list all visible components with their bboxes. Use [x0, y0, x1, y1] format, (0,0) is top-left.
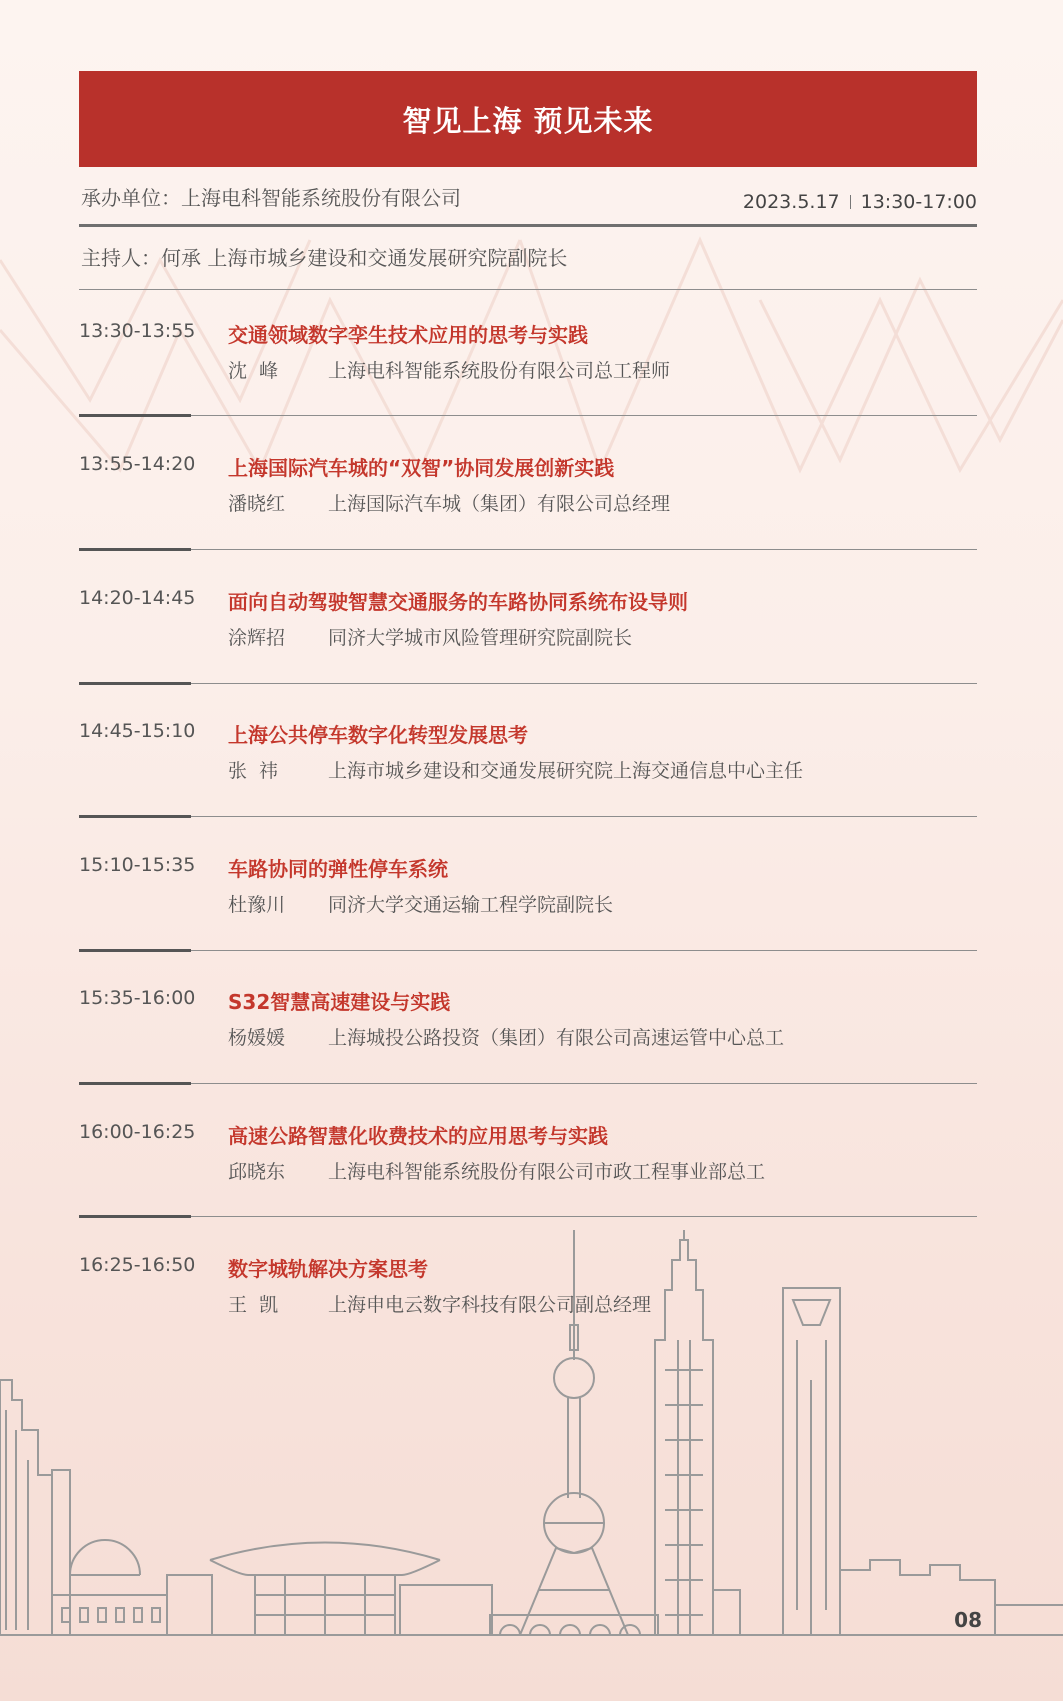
agenda-item [79, 1254, 977, 1324]
session-time: 15:10-15:35 [79, 854, 196, 876]
page-title: 智见上海 预见未来 [402, 103, 654, 138]
session-time: 15:35-16:00 [79, 987, 196, 1009]
session-time: 14:45-15:10 [79, 720, 196, 742]
agenda-divider-accent [79, 1082, 191, 1085]
speaker-name: 王 凯 [228, 1294, 279, 1316]
title-banner [79, 71, 977, 167]
speaker-name: 涂辉招 [228, 627, 286, 649]
event-date: 2023.5.17 [742, 191, 840, 213]
agenda-divider [79, 950, 977, 951]
agenda-divider-accent [79, 414, 191, 417]
session-time: 14:20-14:45 [79, 587, 196, 609]
moderator-divider [79, 289, 977, 290]
speaker-name: 潘晓红 [228, 493, 286, 515]
datetime-separator [850, 195, 851, 209]
page-number: 08 [954, 1608, 982, 1632]
session-topic: 上海公共停车数字化转型发展思考 [228, 723, 528, 747]
speaker-affiliation: 上海城投公路投资（集团）有限公司高速运管中心总工 [328, 1027, 785, 1049]
agenda-divider-accent [79, 949, 191, 952]
agenda-divider [79, 415, 977, 416]
agenda-item [79, 587, 977, 657]
speaker-name: 杜豫川 [228, 894, 286, 916]
session-time: 13:30-13:55 [79, 320, 196, 342]
speaker-name: 沈 峰 [228, 360, 279, 382]
session-topic: 交通领域数字孪生技术应用的思考与实践 [228, 323, 588, 347]
agenda-item [79, 854, 977, 924]
session-topic: 数字城轨解决方案思考 [228, 1257, 428, 1281]
session-topic: 面向自动驾驶智慧交通服务的车路协同系统布设导则 [228, 590, 688, 614]
header-divider [79, 224, 977, 227]
session-time: 13:55-14:20 [79, 453, 196, 475]
agenda-item [79, 720, 977, 790]
speaker-affiliation: 上海申电云数字科技有限公司副总经理 [328, 1294, 652, 1316]
session-time: 16:00-16:25 [79, 1121, 196, 1143]
agenda-item [79, 453, 977, 523]
agenda-divider-accent [79, 1215, 191, 1218]
session-topic: 上海国际汽车城的“双智”协同发展创新实践 [228, 456, 615, 480]
speaker-affiliation: 同济大学交通运输工程学院副院长 [328, 894, 614, 916]
session-topic: 高速公路智慧化收费技术的应用思考与实践 [228, 1124, 608, 1148]
event-time: 13:30-17:00 [860, 191, 977, 213]
agenda-divider [79, 1216, 977, 1217]
agenda-item [79, 987, 977, 1057]
speaker-name: 张 祎 [228, 760, 279, 782]
agenda-divider [79, 1083, 977, 1084]
agenda-divider-accent [79, 548, 191, 551]
moderator: 主持人：何承 上海市城乡建设和交通发展研究院副院长 [81, 246, 568, 270]
event-datetime [743, 191, 977, 213]
session-topic: S32智慧高速建设与实践 [228, 990, 451, 1014]
agenda-divider [79, 683, 977, 684]
agenda-divider-accent [79, 815, 191, 818]
agenda-divider [79, 549, 977, 550]
agenda-divider-accent [79, 682, 191, 685]
speaker-affiliation: 上海电科智能系统股份有限公司总工程师 [328, 360, 671, 382]
session-time: 16:25-16:50 [79, 1254, 196, 1276]
speaker-affiliation: 上海电科智能系统股份有限公司市政工程事业部总工 [328, 1161, 766, 1183]
agenda-divider [79, 816, 977, 817]
host-organization: 承办单位：上海电科智能系统股份有限公司 [81, 186, 461, 210]
speaker-affiliation: 上海市城乡建设和交通发展研究院上海交通信息中心主任 [328, 760, 804, 782]
session-topic: 车路协同的弹性停车系统 [228, 857, 448, 881]
agenda-item [79, 1121, 977, 1191]
agenda-item [79, 320, 977, 390]
speaker-name: 杨媛媛 [228, 1027, 286, 1049]
speaker-name: 邱晓东 [228, 1161, 286, 1183]
speaker-affiliation: 上海国际汽车城（集团）有限公司总经理 [328, 493, 671, 515]
speaker-affiliation: 同济大学城市风险管理研究院副院长 [328, 627, 633, 649]
